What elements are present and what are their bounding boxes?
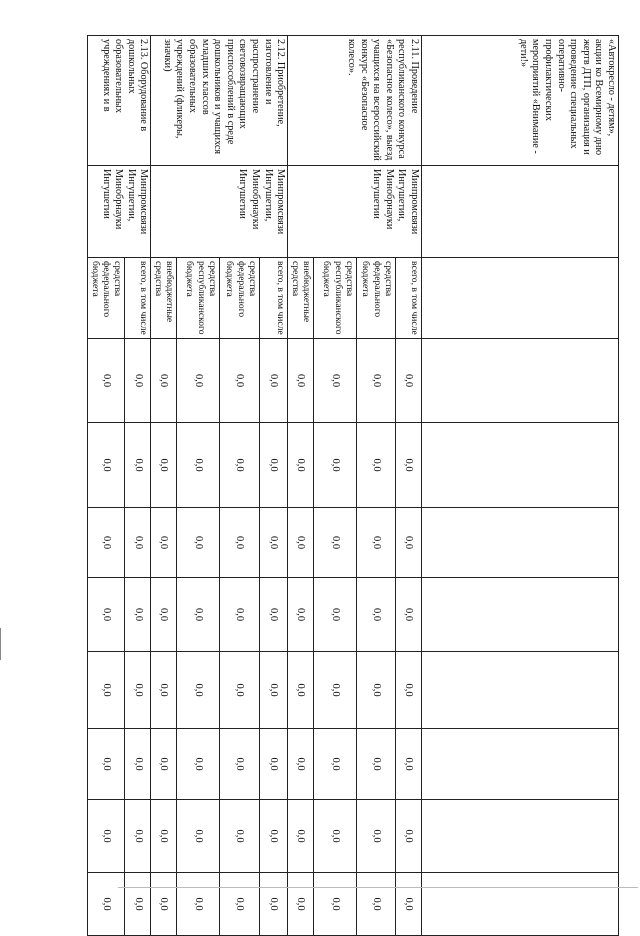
value-cell — [422, 339, 619, 423]
table-row — [396, 36, 422, 936]
value-cell: 0,0 — [151, 652, 177, 729]
value-cell — [422, 652, 619, 729]
value-cell: 0,0 — [177, 339, 220, 423]
value-cell: 0,0 — [88, 508, 125, 578]
value-cell: 0,0 — [314, 423, 357, 508]
value-cell: 0,0 — [288, 578, 314, 652]
value-cell: 0,0 — [125, 729, 151, 800]
value-cell: 0,0 — [288, 508, 314, 578]
value-cell: 0,0 — [396, 578, 422, 652]
value-cell: 0,0 — [396, 729, 422, 800]
value-cell: 0,0 — [314, 873, 357, 936]
executor-cell: Минпромсвязи Ингушетии, Минобрнауки Ингушетии — [151, 166, 288, 258]
value-cell: 0,0 — [396, 339, 422, 423]
value-cell: 0,0 — [125, 578, 151, 652]
value-cell: 0,0 — [151, 873, 177, 936]
value-cell: 0,0 — [314, 652, 357, 729]
value-cell: 0,0 — [260, 339, 288, 423]
value-cell: 0,0 — [396, 423, 422, 508]
value-cell: 0,0 — [125, 339, 151, 423]
funding-table — [87, 35, 619, 936]
value-cell: 0,0 — [288, 800, 314, 873]
funding-source-label: всего, в том числе — [396, 258, 422, 339]
value-cell: 0,0 — [314, 729, 357, 800]
value-cell: 0,0 — [314, 339, 357, 423]
value-cell: 0,0 — [396, 873, 422, 936]
value-cell: 0,0 — [177, 800, 220, 873]
value-cell: 0,0 — [125, 508, 151, 578]
value-cell: 0,0 — [125, 873, 151, 936]
value-cell: 0,0 — [260, 508, 288, 578]
value-cell: 0,0 — [151, 508, 177, 578]
value-cell: 0,0 — [88, 873, 125, 936]
value-cell: 0,0 — [314, 508, 357, 578]
funding-source-label: средства федерального бюджета — [88, 258, 125, 339]
value-cell: 0,0 — [396, 652, 422, 729]
value-cell: 0,0 — [177, 508, 220, 578]
scan-edge-mark — [0, 628, 6, 660]
value-cell: 0,0 — [177, 729, 220, 800]
value-cell — [422, 508, 619, 578]
value-cell: 0,0 — [357, 339, 396, 423]
executor-cell: Минпромсвязи Ингушетии, Минобрнауки Ингушетии — [88, 166, 151, 258]
value-cell: 0,0 — [88, 800, 125, 873]
value-cell — [422, 800, 619, 873]
value-cell: 0,0 — [88, 729, 125, 800]
value-cell: 0,0 — [314, 578, 357, 652]
page-bottom-rule — [118, 887, 638, 888]
value-cell: 0,0 — [220, 652, 260, 729]
value-cell: 0,0 — [220, 873, 260, 936]
value-cell: 0,0 — [260, 800, 288, 873]
value-cell: 0,0 — [288, 729, 314, 800]
value-cell: 0,0 — [357, 508, 396, 578]
table-row — [125, 36, 151, 936]
value-cell: 0,0 — [357, 423, 396, 508]
value-cell: 0,0 — [357, 873, 396, 936]
value-cell: 0,0 — [151, 729, 177, 800]
value-cell: 0,0 — [357, 729, 396, 800]
funding-source-label: всего, в том числе — [125, 258, 151, 339]
value-cell: 0,0 — [151, 423, 177, 508]
value-cell: 0,0 — [288, 873, 314, 936]
funding-source-label: всего, в том числе — [260, 258, 288, 339]
table-row — [260, 36, 288, 936]
value-cell: 0,0 — [151, 800, 177, 873]
value-cell: 0,0 — [260, 729, 288, 800]
value-cell — [422, 729, 619, 800]
funding-source-label: внебюджетные средства — [288, 258, 314, 339]
value-cell: 0,0 — [220, 729, 260, 800]
funding-source-label: средства республиканского бюджета — [314, 258, 357, 339]
value-cell — [422, 578, 619, 652]
value-cell: 0,0 — [220, 423, 260, 508]
value-cell: 0,0 — [396, 508, 422, 578]
value-cell: 0,0 — [151, 578, 177, 652]
item-description: «Автокресло - детям», акции ко Всемирному дню жертв ДТП, организация и проведение специальных оперативно-профилактических мероприятий «Внимание - дети!» — [422, 36, 619, 166]
value-cell: 0,0 — [314, 800, 357, 873]
value-cell: 0,0 — [220, 800, 260, 873]
value-cell: 0,0 — [177, 578, 220, 652]
value-cell: 0,0 — [88, 652, 125, 729]
funding-source-label: внебюджетные средства — [151, 258, 177, 339]
funding-source-label: средства федерального бюджета — [220, 258, 260, 339]
value-cell: 0,0 — [288, 652, 314, 729]
value-cell: 0,0 — [177, 423, 220, 508]
rotated-document-page — [89, 35, 619, 911]
table-body — [88, 36, 619, 936]
value-cell: 0,0 — [260, 578, 288, 652]
item-description: 2.13. Оборудование в дошкольных образовательных учреждениях и в — [88, 36, 151, 166]
value-cell: 0,0 — [177, 873, 220, 936]
value-cell: 0,0 — [125, 652, 151, 729]
funding-source-label: средства федерального бюджета — [357, 258, 396, 339]
value-cell: 0,0 — [357, 800, 396, 873]
value-cell: 0,0 — [125, 423, 151, 508]
value-cell: 0,0 — [220, 339, 260, 423]
value-cell: 0,0 — [288, 423, 314, 508]
executor-cell — [422, 166, 619, 258]
value-cell: 0,0 — [177, 652, 220, 729]
value-cell: 0,0 — [220, 508, 260, 578]
item-description: 2.12. Приобретение, изготовление и распространение световозвращающих приспособлений в среде дошкольников и учащихся младших классов образовательных учреждений (фликеры, значки) — [151, 36, 288, 166]
value-cell: 0,0 — [88, 339, 125, 423]
value-cell: 0,0 — [88, 578, 125, 652]
value-cell: 0,0 — [357, 652, 396, 729]
value-cell: 0,0 — [260, 423, 288, 508]
value-cell: 0,0 — [260, 873, 288, 936]
table-row — [422, 36, 619, 936]
value-cell: 0,0 — [88, 423, 125, 508]
value-cell — [422, 423, 619, 508]
value-cell: 0,0 — [357, 578, 396, 652]
executor-cell: Минпромсвязи Ингушетии, Минобрнауки Ингушетии — [288, 166, 422, 258]
value-cell: 0,0 — [288, 339, 314, 423]
item-description: 2.11. Проведение республиканского конкурса «Безопасное колесо», выезд учащихся на всероссийский конкурс «Безопасное колесо». — [288, 36, 422, 166]
value-cell: 0,0 — [260, 652, 288, 729]
value-cell: 0,0 — [125, 800, 151, 873]
value-cell: 0,0 — [396, 800, 422, 873]
value-cell — [422, 873, 619, 936]
value-cell: 0,0 — [151, 339, 177, 423]
funding-source-label: средства республиканского бюджета — [177, 258, 220, 339]
source-cell — [422, 258, 619, 339]
value-cell: 0,0 — [220, 578, 260, 652]
